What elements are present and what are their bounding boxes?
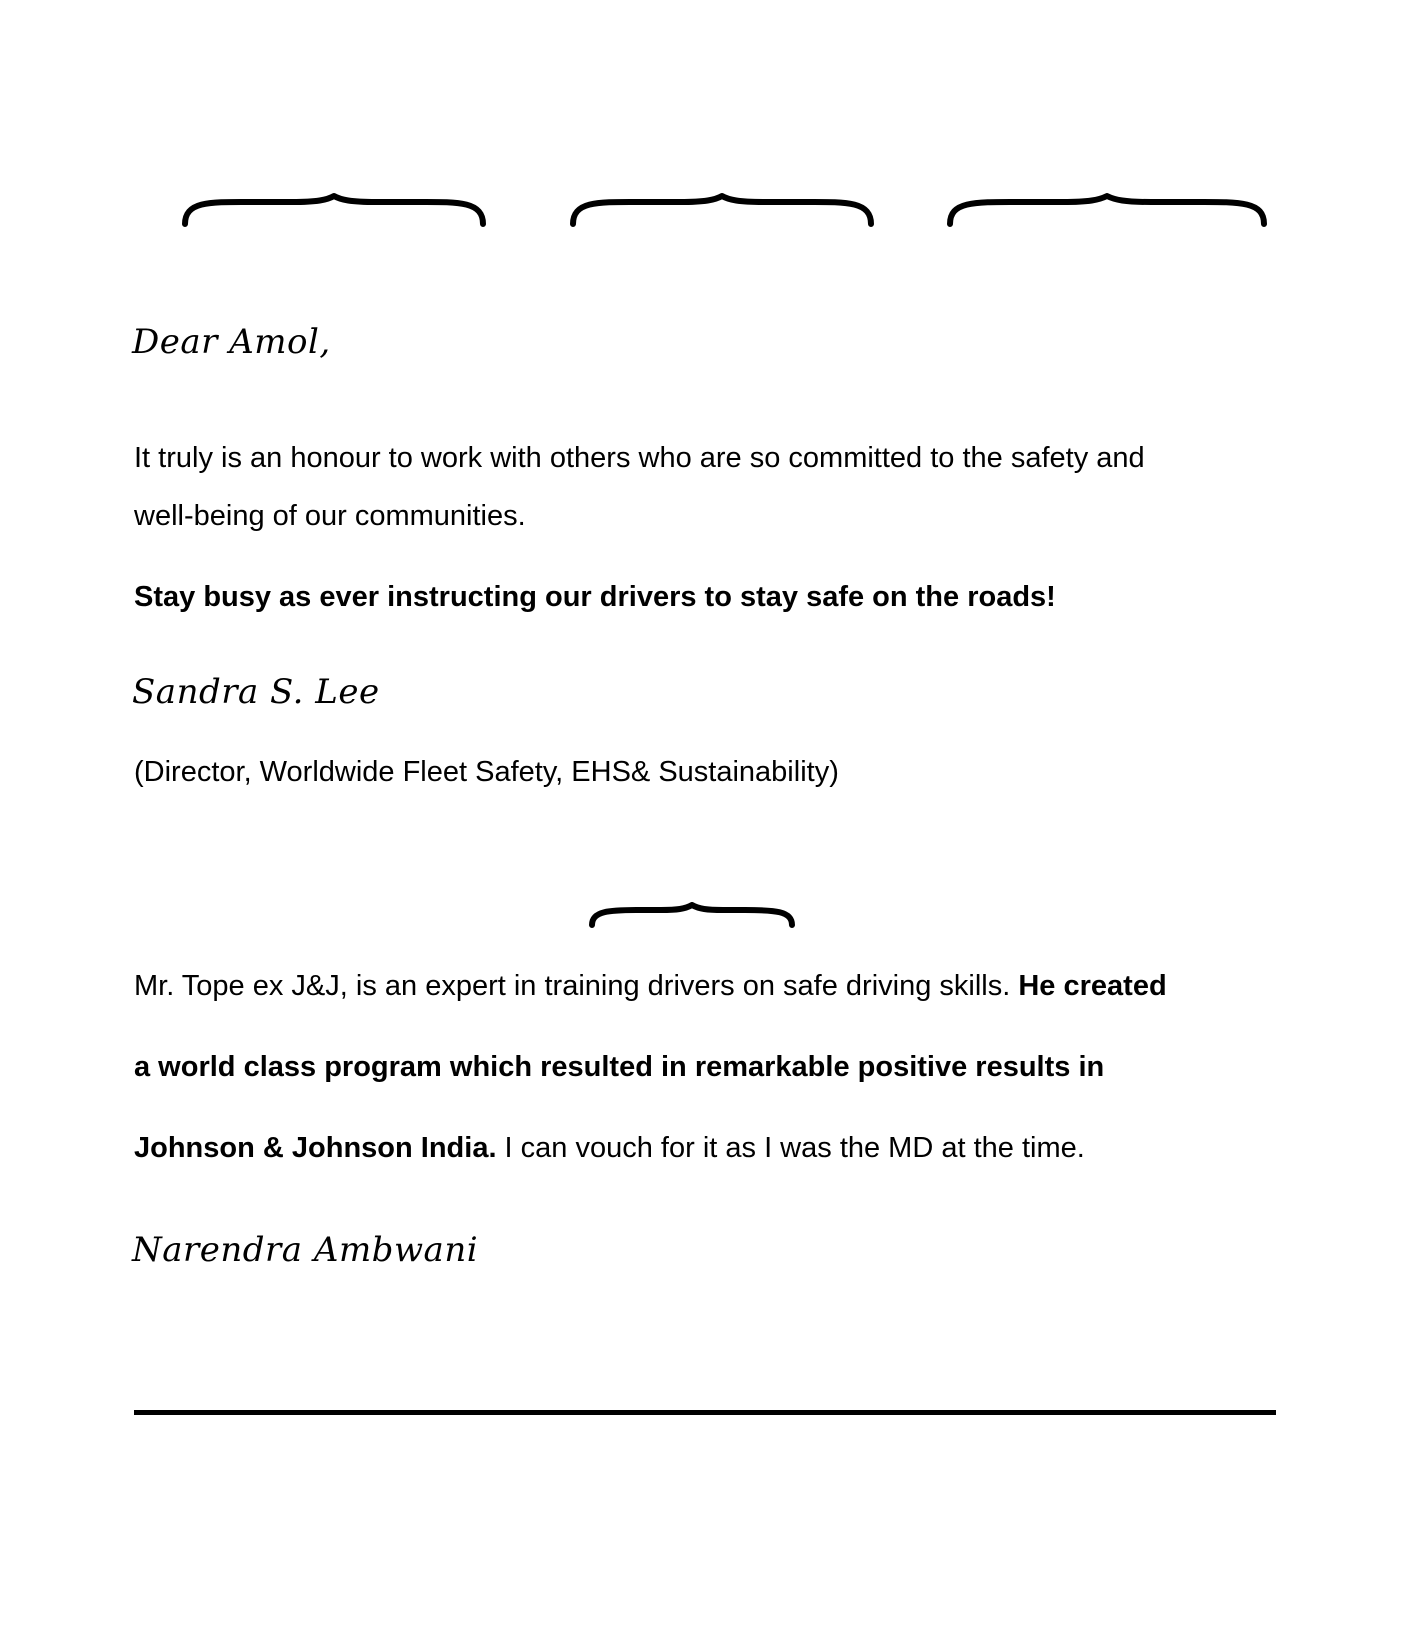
middle-brace-ornament [589,902,795,928]
testimonial-1-body [134,429,1274,545]
testimonial-2-line-3-regular: I can vouch for it as I was the MD at the time. [496,1132,1085,1164]
testimonial-2-line-3-bold: Johnson & Johnson India. [134,1132,497,1164]
testimonial-2-line-2: a world class program which resulted in remarkable positive results in [134,1051,1105,1083]
testimonial-1-body-line-2: well-being of our communities. [134,500,526,532]
testimonial-2-line-1-regular: Mr. Tope ex J&J, is an expert in training drivers on safe driving skills. [134,970,1019,1002]
greeting: Dear Amol, [132,322,331,362]
testimonial-2-line-1 [134,946,1274,1027]
top-brace-ornament-right [947,192,1267,228]
testimonial-1-author-title: (Director, Worldwide Fleet Safety, EHS& Sustainability) [134,756,839,788]
testimonial-1-body-line-1: It truly is an honour to work with others who are so committed to the safety and [134,442,1145,474]
testimonial-1-highlight: Stay busy as ever instructing our drivers to stay safe on the roads! [134,581,1056,613]
top-brace-ornament-left [182,192,486,228]
testimonial-2-line-3 [134,1108,1274,1189]
testimonial-2-signature: Narendra Ambwani [132,1230,479,1270]
testimonial-2-body [134,946,1274,1189]
bottom-divider [134,1410,1276,1415]
top-brace-ornament-center [570,192,874,228]
testimonial-1-signature: Sandra S. Lee [132,672,380,712]
testimonial-2-line-1-bold: He created [1018,970,1167,1002]
